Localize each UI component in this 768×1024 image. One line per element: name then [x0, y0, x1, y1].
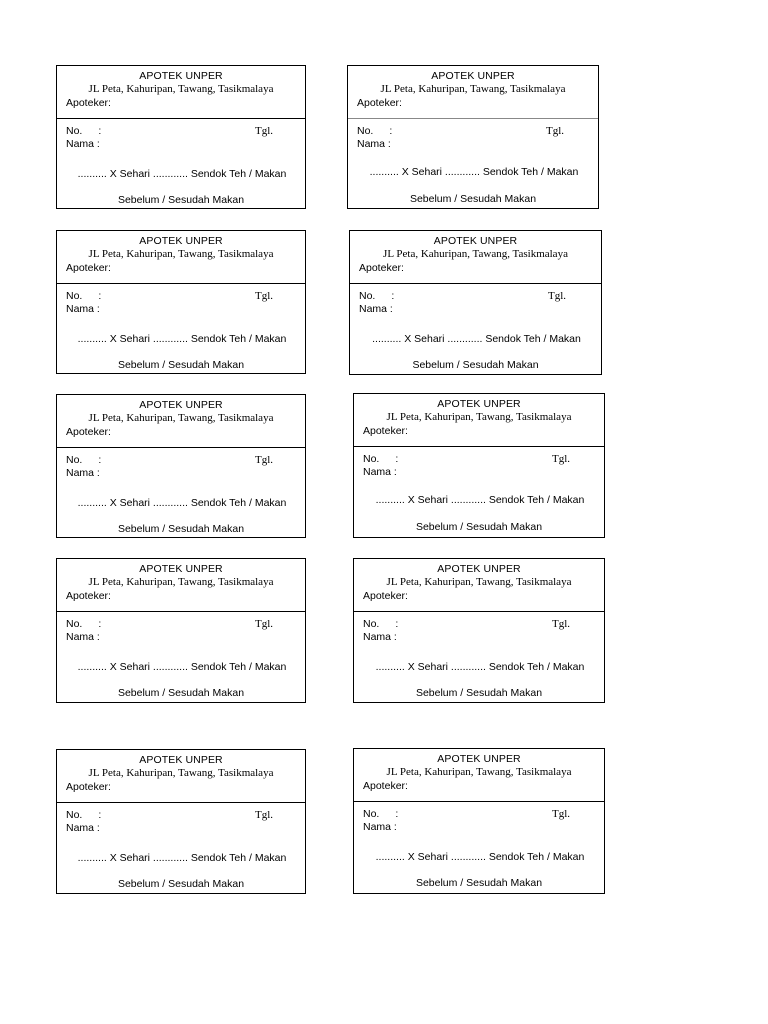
dosage-line: .......... X Sehari ............ Sendok Teh / Makan [77, 333, 287, 345]
number-colon: : [395, 453, 399, 465]
label-body [354, 612, 604, 700]
apoteker-field: Apoteker: [359, 262, 404, 274]
name-field: Nama : [66, 631, 100, 643]
pharmacy-label-5 [56, 394, 306, 538]
label-header [57, 395, 305, 448]
number-label: No. [66, 809, 83, 821]
number-colon: : [98, 125, 102, 137]
pharmacy-name: APOTEK UNPER [437, 398, 521, 410]
pharmacy-name: APOTEK UNPER [437, 753, 521, 765]
pharmacy-name: APOTEK UNPER [139, 399, 223, 411]
name-field: Nama : [66, 138, 100, 150]
pharmacy-address: JL Peta, Kahuripan, Tawang, Tasikmalaya [380, 83, 566, 95]
number-label: No. [363, 808, 380, 820]
date-field: Tgl. [552, 618, 571, 630]
pharmacy-name: APOTEK UNPER [139, 563, 223, 575]
name-field: Nama : [66, 467, 100, 479]
dosage-line: .......... X Sehari ............ Sendok Teh / Makan [77, 661, 287, 673]
dosage-line: .......... X Sehari ............ Sendok Teh / Makan [77, 852, 287, 864]
pharmacy-label-8 [353, 558, 605, 703]
date-field: Tgl. [548, 290, 567, 302]
number-colon: : [98, 454, 102, 466]
number-colon: : [395, 808, 399, 820]
pharmacy-label-10 [353, 748, 605, 894]
number-field [363, 618, 398, 630]
apoteker-field: Apoteker: [357, 97, 402, 109]
label-header [350, 231, 601, 284]
label-body [57, 119, 305, 207]
name-field: Nama : [66, 303, 100, 315]
pharmacy-address: JL Peta, Kahuripan, Tawang, Tasikmalaya [386, 576, 572, 588]
date-field: Tgl. [552, 453, 571, 465]
timing-line: Sebelum / Sesudah Makan [415, 521, 543, 533]
pharmacy-address: JL Peta, Kahuripan, Tawang, Tasikmalaya [88, 412, 274, 424]
apoteker-field: Apoteker: [66, 781, 111, 793]
pharmacy-name: APOTEK UNPER [139, 235, 223, 247]
pharmacy-address: JL Peta, Kahuripan, Tawang, Tasikmalaya [386, 766, 572, 778]
label-body [57, 284, 305, 372]
apoteker-field: Apoteker: [66, 426, 111, 438]
label-header [354, 559, 604, 612]
number-field [66, 618, 101, 630]
pharmacy-name: APOTEK UNPER [139, 70, 223, 82]
label-header [57, 231, 305, 284]
number-field [363, 453, 398, 465]
pharmacy-label-4 [349, 230, 602, 375]
pharmacy-label-6 [353, 393, 605, 538]
pharmacy-address: JL Peta, Kahuripan, Tawang, Tasikmalaya [88, 83, 274, 95]
timing-line: Sebelum / Sesudah Makan [117, 687, 245, 699]
apoteker-field: Apoteker: [66, 590, 111, 602]
number-colon: : [395, 618, 399, 630]
timing-line: Sebelum / Sesudah Makan [415, 877, 543, 889]
dosage-line: .......... X Sehari ............ Sendok Teh / Makan [369, 166, 579, 178]
number-label: No. [66, 618, 83, 630]
pharmacy-address: JL Peta, Kahuripan, Tawang, Tasikmalaya [88, 576, 274, 588]
name-field: Nama : [363, 821, 397, 833]
pharmacy-name: APOTEK UNPER [139, 754, 223, 766]
timing-line: Sebelum / Sesudah Makan [409, 193, 537, 205]
label-header [57, 66, 305, 119]
number-field [357, 125, 392, 137]
label-header [57, 750, 305, 803]
name-field: Nama : [66, 822, 100, 834]
pharmacy-address: JL Peta, Kahuripan, Tawang, Tasikmalaya [88, 767, 274, 779]
label-body [354, 447, 604, 535]
date-field: Tgl. [546, 125, 565, 137]
apoteker-field: Apoteker: [66, 262, 111, 274]
pharmacy-label-7 [56, 558, 306, 703]
number-field [66, 125, 101, 137]
label-body [350, 284, 601, 372]
apoteker-field: Apoteker: [363, 780, 408, 792]
label-header [348, 66, 598, 119]
dosage-line: .......... X Sehari ............ Sendok Teh / Makan [372, 333, 581, 345]
pharmacy-address: JL Peta, Kahuripan, Tawang, Tasikmalaya [88, 248, 274, 260]
label-header [57, 559, 305, 612]
dosage-line: .......... X Sehari ............ Sendok Teh / Makan [77, 168, 287, 180]
pharmacy-address: JL Peta, Kahuripan, Tawang, Tasikmalaya [383, 248, 568, 260]
dosage-line: .......... X Sehari ............ Sendok Teh / Makan [375, 661, 585, 673]
date-field: Tgl. [255, 809, 274, 821]
apoteker-field: Apoteker: [66, 97, 111, 109]
number-colon: : [391, 290, 395, 302]
number-colon: : [389, 125, 393, 137]
pharmacy-name: APOTEK UNPER [431, 70, 515, 82]
dosage-line: .......... X Sehari ............ Sendok Teh / Makan [375, 494, 585, 506]
apoteker-field: Apoteker: [363, 590, 408, 602]
pharmacy-name: APOTEK UNPER [433, 235, 518, 247]
name-field: Nama : [363, 631, 397, 643]
timing-line: Sebelum / Sesudah Makan [117, 359, 245, 371]
number-field [359, 290, 394, 302]
dosage-line: .......... X Sehari ............ Sendok Teh / Makan [77, 497, 287, 509]
dosage-line: .......... X Sehari ............ Sendok Teh / Makan [375, 851, 585, 863]
number-field [66, 290, 101, 302]
date-field: Tgl. [552, 808, 571, 820]
pharmacy-address: JL Peta, Kahuripan, Tawang, Tasikmalaya [386, 411, 572, 423]
label-header [354, 394, 604, 447]
timing-line: Sebelum / Sesudah Makan [117, 523, 245, 535]
timing-line: Sebelum / Sesudah Makan [415, 687, 543, 699]
pharmacy-name: APOTEK UNPER [437, 563, 521, 575]
label-body [348, 119, 598, 207]
number-label: No. [363, 618, 380, 630]
number-field [66, 454, 101, 466]
name-field: Nama : [363, 466, 397, 478]
date-field: Tgl. [255, 290, 274, 302]
pharmacy-label-2 [347, 65, 599, 209]
label-header [354, 749, 604, 802]
number-colon: : [98, 618, 102, 630]
number-colon: : [98, 809, 102, 821]
number-field [66, 809, 101, 821]
label-body [57, 448, 305, 536]
date-field: Tgl. [255, 454, 274, 466]
date-field: Tgl. [255, 125, 274, 137]
timing-line: Sebelum / Sesudah Makan [117, 194, 245, 206]
number-field [363, 808, 398, 820]
pharmacy-label-1 [56, 65, 306, 209]
pharmacy-label-9 [56, 749, 306, 894]
pharmacy-label-3 [56, 230, 306, 374]
number-label: No. [359, 290, 376, 302]
label-body [354, 802, 604, 890]
label-body [57, 612, 305, 700]
number-label: No. [66, 290, 83, 302]
name-field: Nama : [357, 138, 391, 150]
number-label: No. [357, 125, 374, 137]
date-field: Tgl. [255, 618, 274, 630]
number-colon: : [98, 290, 102, 302]
name-field: Nama : [359, 303, 393, 315]
number-label: No. [363, 453, 380, 465]
timing-line: Sebelum / Sesudah Makan [117, 878, 245, 890]
apoteker-field: Apoteker: [363, 425, 408, 437]
label-body [57, 803, 305, 891]
number-label: No. [66, 125, 83, 137]
number-label: No. [66, 454, 83, 466]
timing-line: Sebelum / Sesudah Makan [412, 359, 539, 371]
